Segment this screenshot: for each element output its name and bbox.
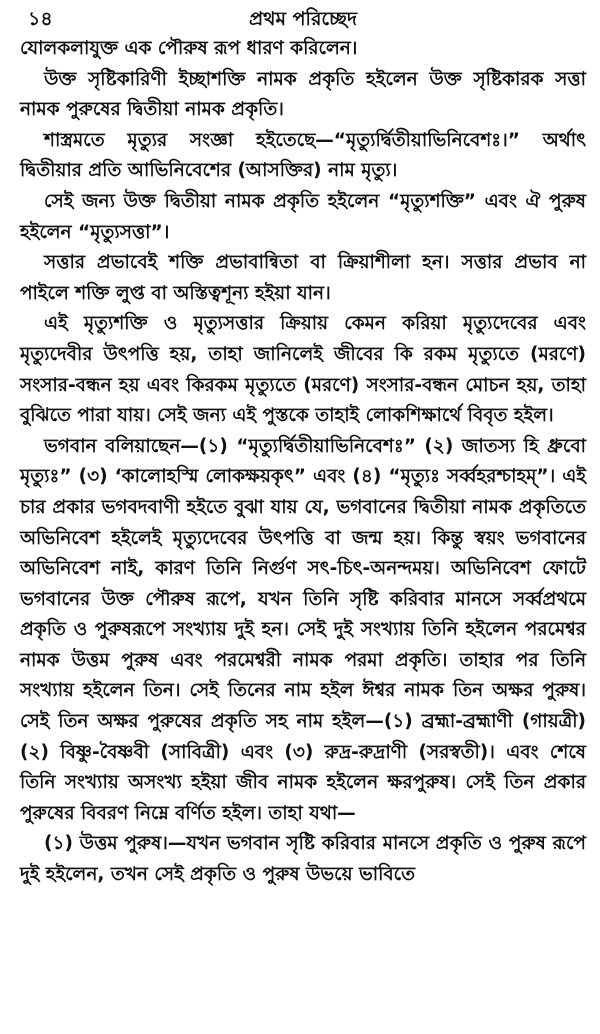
- paragraph: সেই জন্য উক্ত দ্বিতীয়া নামক প্রকৃতি হইলেন “মৃত্যুশক্তি” এবং ঐ পুরুষ হইলেন “মৃত্যুসত্তা”।: [20, 190, 586, 243]
- page-number: ১৪: [28, 8, 53, 30]
- paragraph: সত্তার প্রভাবেই শক্তি প্রভাবান্বিতা বা ক্রিয়াশীলা হন। সত্তার প্রভাব না পাইলে শক্তি লুপ্ত বা অস্তিত্বশূন্য হইয়া যান।: [20, 252, 586, 304]
- chapter-title: প্রথম পরিচ্ছেদ: [248, 8, 358, 30]
- body-text: [20, 34, 586, 891]
- page-header: [20, 4, 586, 34]
- paragraph: শাস্ত্রমতে মৃত্যুর সংজ্ঞা হইতেছে—“মৃত্যুর্দ্বিতীয়াভিনিবেশঃ।” অর্থাৎ দ্বিতীয়ার প্রতি আভিনিবেশের (আসক্তির) নাম মৃত্যু।: [20, 129, 586, 182]
- paragraph: ভগবান বলিয়াছেন—(১) “মৃত্যুর্দ্বিতীয়াভিনিবেশঃ” (২) জাতস্য হি ধ্রুবো মৃত্যুঃ” (৩) ‘কালোহস্মি লোকক্ষয়কৃৎ” এবং (৪) “মৃত্যুঃ সর্ব্বহরশ্চাহম্”। এই চার প্রকার ভগবদবাণী হইতে বুঝা যায় যে, ভগবানের দ্বিতীয়া নামক প্রকৃতিতে অভিনিবেশ হইলেই মৃত্যুদেবের উৎপত্তি বা জন্ম হয়। কিন্তু স্বয়ং ভগবানের অভিনিবেশ নাই, কারণ তিনি নির্গুণ সৎ-চিৎ-অনন্দময়। অভিনিবেশ ফোটে ভগবানের উক্ত পৌরুষ রূপে, যখন তিনি সৃষ্টি করিবার মানসে সর্ব্বপ্রথমে প্রকৃতি ও পুরুষরূপে সংখ্যায় দুই হন। সেই দুই সংখ্যায় তিনি হইলেন পরমেশ্বর নামক উত্তম পুরুষ এবং পরমেশ্বরী নামক পরমা প্রকৃতি। তাহার পর তিনি সংখ্যায় হইলেন তিন। সেই তিনের নাম হইল ঈশ্বর নামক তিন অক্ষর পুরুষ। সেই তিন অক্ষর পুরুষের প্রকৃতি সহ নাম হইল—(১) ব্রহ্মা-ব্রহ্মাণী (গায়ত্রী) (২) বিষ্ণু-বৈষ্ণবী (সাবিত্রী) এবং (৩) রুদ্র-রুদ্রাণী (সরস্বতী)। এবং শেষে তিনি সংখ্যায় অসংখ্য হইয়া জীব নামক হইলেন ক্ষরপুরুষ। সেই তিন প্রকার পুরুষের বিবরণ নিম্নে বর্ণিত হইল। তাহা যথা—: [20, 435, 586, 824]
- paragraph-continuation: যোলকলাযুক্ত এক পৌরুষ রূপ ধারণ করিলেন।: [20, 38, 358, 59]
- paragraph: এই মৃত্যুশক্তি ও মৃত্যুসত্তার ক্রিয়ায় কেমন করিয়া মৃত্যুদেবের এবং মৃত্যুদেবীর উৎপত্তি হয়, তাহা জানিলেই জীবের কি রকম মৃত্যুতে (মরণে) সংসার-বন্ধন হয় এবং কিরকম মৃত্যুতে (মরণে) সংসার-বন্ধন মোচন হয়, তাহা বুঝিতে পারা যায়। সেই জন্য এই পুস্তকে তাহাই লোকশিক্ষার্থে বিবৃত হইল।: [20, 313, 586, 427]
- paragraph: (১) উত্তম পুরুষ।—যখন ভগবান সৃষ্টি করিবার মানসে প্রকৃতি ও পুরুষ রূপে দুই হইলেন, তখন সেই প্রকৃতি ও পুরুষ উভয়ে ভাবিতে: [20, 833, 586, 886]
- paragraph: উক্ত সৃষ্টিকারিণী ইচ্ছাশক্তি নামক প্রকৃতি হইলেন উক্ত সৃষ্টিকারক সত্তা নামক পুরুষের দ্বিতীয়া নামক প্রকৃতি।: [20, 68, 586, 121]
